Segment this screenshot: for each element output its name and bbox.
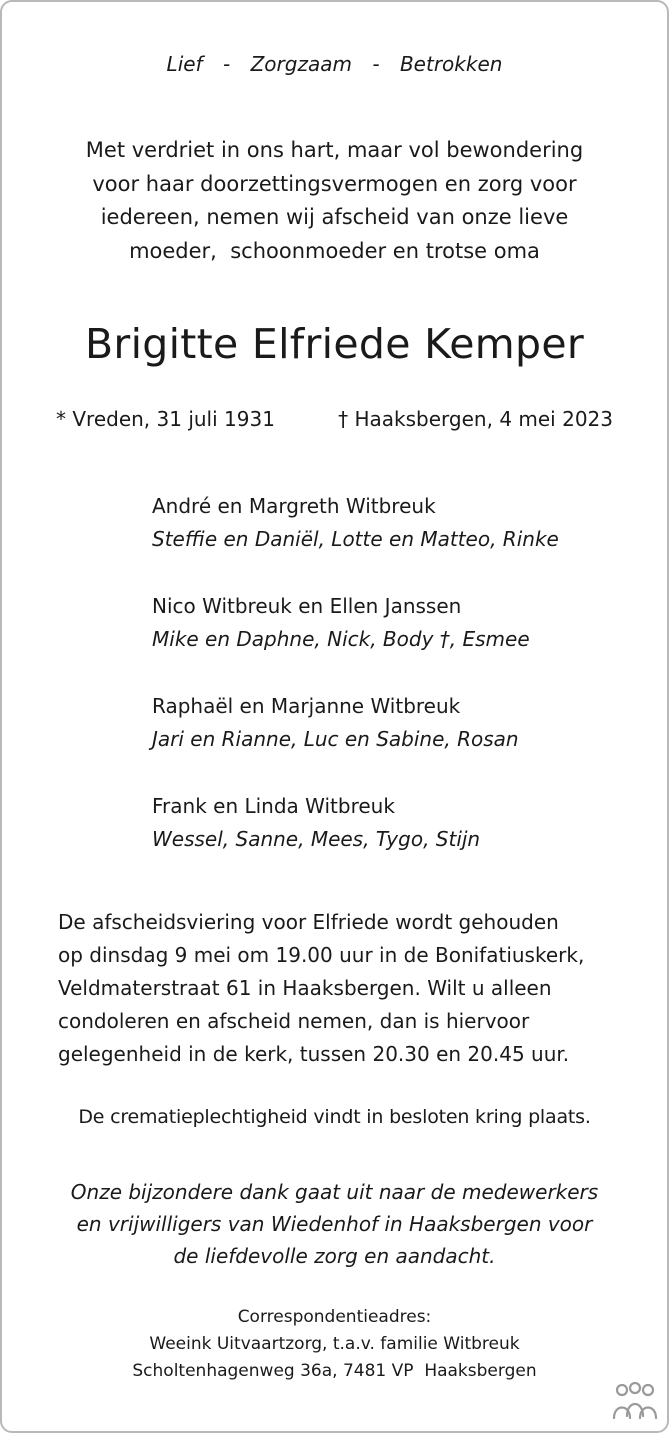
thanks-line-3: de liefdevolle zorg en aandacht.: [173, 1244, 496, 1268]
family-parents: Raphaël en Marjanne Witbreuk: [152, 694, 461, 718]
family-children: Jari en Rianne, Luc en Sabine, Rosan: [152, 727, 519, 751]
thanks-line-1: Onze bijzondere dank gaat uit naar de medewerkers: [70, 1180, 599, 1204]
cremation-notice: De crematieplechtigheid vindt in besloten kring plaats.: [78, 1106, 591, 1128]
ceremony-line-5: gelegenheid in de kerk, tussen 20.30 en 20.45 uur.: [58, 1042, 570, 1066]
family-children: Steffie en Daniël, Lotte en Matteo, Rinke: [152, 527, 559, 551]
thanks-text: [2, 1176, 667, 1272]
thanks-line-2: en vrijwilligers van Wiedenhof in Haaksbergen voor: [76, 1212, 593, 1236]
ceremony-line-1: De afscheidsviering voor Elfriede wordt gehouden: [58, 910, 559, 934]
address-label: Correspondentieadres:: [237, 1307, 432, 1327]
deceased-name: Brigitte Elfriede Kemper: [85, 320, 584, 368]
ceremony-line-3: Veldmaterstraat 61 in Haaksbergen. Wilt u alleen: [58, 976, 552, 1000]
family-children: Wessel, Sanne, Mees, Tygo, Stijn: [152, 827, 481, 851]
family-group-1: [152, 490, 559, 556]
motto-separator-2: -: [372, 52, 380, 76]
family-group-4: [152, 790, 480, 856]
motto-word-1: Lief: [166, 52, 203, 76]
motto-separator-1: -: [222, 52, 231, 76]
intro-line-1: Met verdriet in ons hart, maar vol bewondering: [85, 138, 584, 162]
family-group-3: [152, 690, 519, 756]
correspondence-address: [2, 1304, 667, 1385]
family-parents: Frank en Linda Witbreuk: [152, 794, 395, 818]
death-info: † Haaksbergen, 4 mei 2023: [338, 407, 613, 431]
family-group-2: [152, 590, 530, 656]
people-group-icon: [610, 1382, 660, 1420]
motto-word-3: Betrokken: [399, 52, 503, 76]
family-children: Mike en Daphne, Nick, Body †, Esmee: [152, 627, 530, 651]
family-parents: Nico Witbreuk en Ellen Janssen: [152, 594, 462, 618]
address-line-1: Weeink Uitvaartzorg, t.a.v. familie Witbreuk: [149, 1334, 520, 1354]
intro-text: [2, 134, 667, 268]
family-parents: André en Margreth Witbreuk: [152, 494, 436, 518]
motto: [2, 52, 667, 76]
ceremony-line-4: condoleren en afscheid nemen, dan is hiervoor: [58, 1009, 530, 1033]
motto-word-2: Zorgzaam: [250, 52, 352, 76]
birth-info: * Vreden, 31 juli 1931: [56, 407, 275, 431]
address-line-2: Scholtenhagenweg 36a, 7481 VP Haaksbergen: [132, 1361, 537, 1381]
ceremony-paragraph: [58, 906, 613, 1071]
ceremony-line-2: op dinsdag 9 mei om 19.00 uur in de Bonifatiuskerk,: [58, 943, 585, 967]
intro-line-2: voor haar doorzettingsvermogen en zorg voor: [92, 171, 577, 196]
intro-line-4: moeder, schoonmoeder en trotse oma: [129, 238, 540, 263]
intro-line-3: iedereen, nemen wij afscheid van onze lieve: [100, 205, 569, 229]
